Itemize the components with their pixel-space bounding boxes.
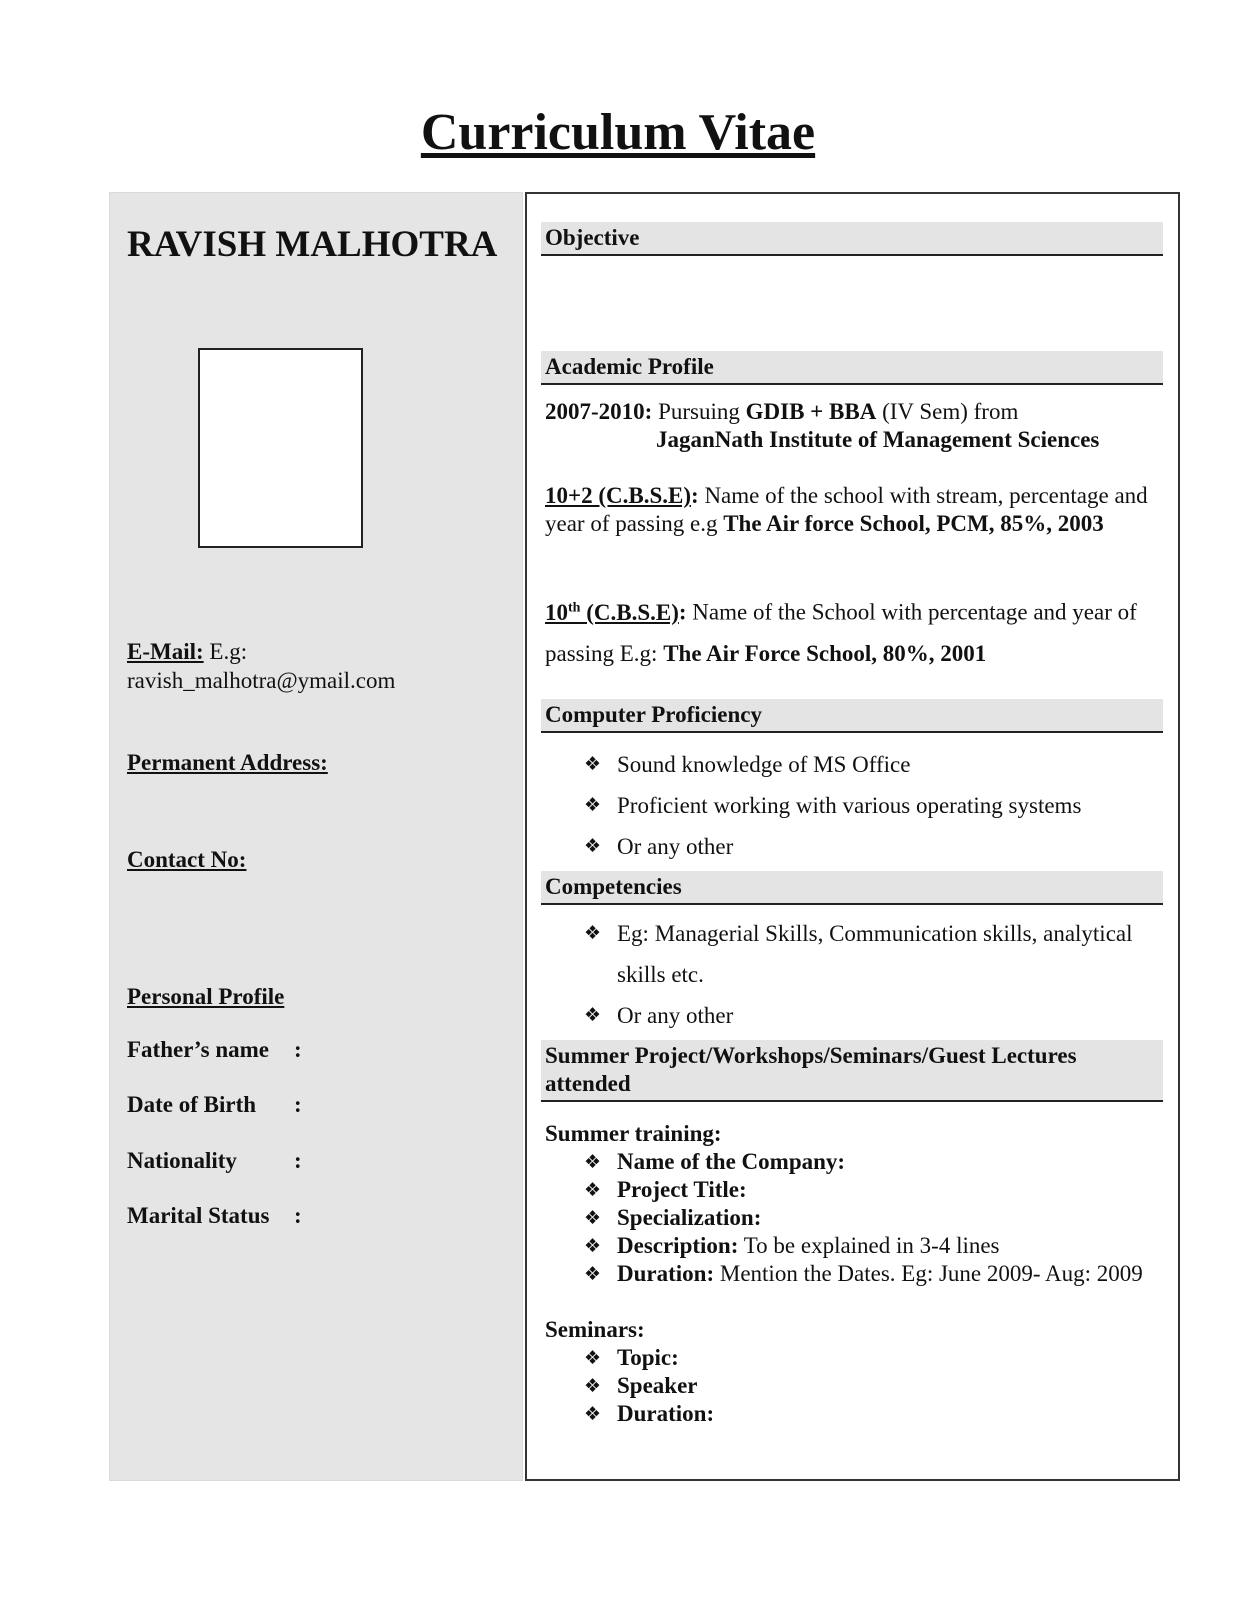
computer-item: Or any other [617,834,734,859]
training-value: To be explained in 3-4 lines [738,1233,1000,1258]
list-item [584,1372,1164,1400]
document-title: Curriculum Vitae [420,104,816,161]
seminars-list [584,1344,1164,1428]
bullet-icon: ❖ [584,1263,602,1285]
field-colon: : [294,1203,302,1228]
academic-entry-12th [545,482,1155,538]
bullet-icon: ❖ [584,922,602,944]
computer-item: Sound knowledge of MS Office [617,752,911,777]
graduation-years: 2007-2010: [545,399,653,424]
photo-placeholder [198,348,363,548]
academic-entry-graduation [545,398,1155,454]
competency-item: Eg: Managerial Skills, Communication skills, analytical skills etc. [617,921,1133,987]
email-value: ravish_malhotra@ymail.com [127,668,396,693]
list-item [584,1400,1164,1428]
training-label: Specialization: [617,1205,762,1230]
bullet-icon: ❖ [584,1004,602,1026]
field-colon: : [294,1148,302,1173]
seminar-item: Topic: [617,1345,679,1370]
competencies-heading: Competencies [541,871,1163,905]
candidate-name: RAVISH MALHOTRA [127,224,498,265]
contact-label: Contact No: [127,847,247,872]
academic-entry-10th [545,587,1155,674]
list-item [584,1148,1164,1176]
field-date-of-birth [127,1092,302,1118]
field-colon: : [294,1092,302,1117]
bullet-icon: ❖ [584,753,602,775]
class10-colon: : [678,599,687,625]
field-label: Marital Status [127,1203,270,1228]
list-item [584,1260,1164,1288]
bullet-icon: ❖ [584,1151,602,1173]
competency-item: Or any other [617,1003,734,1028]
class12-colon: : [691,483,699,508]
bullet-icon: ❖ [584,794,602,816]
bullet-icon: ❖ [584,1207,602,1229]
email-prefix: E.g: [209,639,248,664]
computer-item: Proficient working with various operating systems [617,793,1082,818]
training-label: Description: [617,1233,739,1258]
class10-sup: th [568,600,581,615]
class10-example: The Air Force School, 80%, 2001 [663,640,987,666]
institute-name: JaganNath Institute of Management Sciences [656,427,1100,452]
list-item [584,785,1164,826]
list-item [584,1176,1164,1204]
summer-training-label: Summer training: [545,1121,722,1146]
list-item [584,913,1164,995]
class10-num: 10 [545,599,568,625]
pursuing-text: Pursuing [652,399,746,424]
semester-text: (IV Sem) from [876,399,1019,424]
course-name: GDIB + BBA [745,399,877,424]
objective-heading: Objective [541,222,1163,256]
bullet-icon: ❖ [584,835,602,857]
class10-label: (C.B.S.E) [580,599,679,625]
computer-heading: Computer Proficiency [541,699,1163,733]
list-item [584,995,1164,1036]
right-column [525,192,1180,1481]
field-marital-status [127,1203,302,1229]
bullet-icon: ❖ [584,1179,602,1201]
email-label: E-Mail: [127,639,204,664]
field-label: Date of Birth [127,1092,257,1117]
computer-list [584,744,1164,867]
competencies-list [584,913,1164,1036]
list-item [584,1344,1164,1372]
left-column [109,192,523,1481]
summer-heading: Summer Project/Workshops/Seminars/Guest Lectures attended [541,1040,1163,1102]
list-item [584,826,1164,867]
class12-label: 10+2 (C.B.S.E) [545,483,692,508]
seminar-item: Duration: [617,1401,715,1426]
bullet-icon: ❖ [584,1403,602,1425]
email-block [127,637,395,695]
field-nationality [127,1148,302,1174]
bullet-icon: ❖ [584,1375,602,1397]
training-label: Project Title: [617,1177,747,1202]
field-colon: : [294,1037,302,1062]
summer-training-list [584,1148,1164,1288]
field-fathers-name [127,1037,302,1063]
list-item [584,1232,1164,1260]
class10-text: Name of the School with percentage and year of passing E.g: [545,599,1137,666]
class12-text: Name of the school with stream, percentage and year of passing e.g [545,483,1148,536]
seminars-label: Seminars: [545,1317,645,1342]
training-value: Mention the Dates. Eg: June 2009- Aug: 2009 [714,1261,1143,1286]
list-item [584,1204,1164,1232]
bullet-icon: ❖ [584,1347,602,1369]
field-label: Father’s name [127,1037,269,1062]
field-label: Nationality [127,1148,237,1173]
list-item [584,744,1164,785]
permanent-address-label: Permanent Address: [127,750,328,775]
academic-heading: Academic Profile [541,351,1163,385]
training-label: Duration: [617,1261,715,1286]
bullet-icon: ❖ [584,1235,602,1257]
personal-profile-heading: Personal Profile [127,984,285,1009]
training-label: Name of the Company: [617,1149,846,1174]
seminar-item: Speaker [617,1373,698,1398]
class12-example: The Air force School, PCM, 85%, 2003 [723,511,1104,536]
